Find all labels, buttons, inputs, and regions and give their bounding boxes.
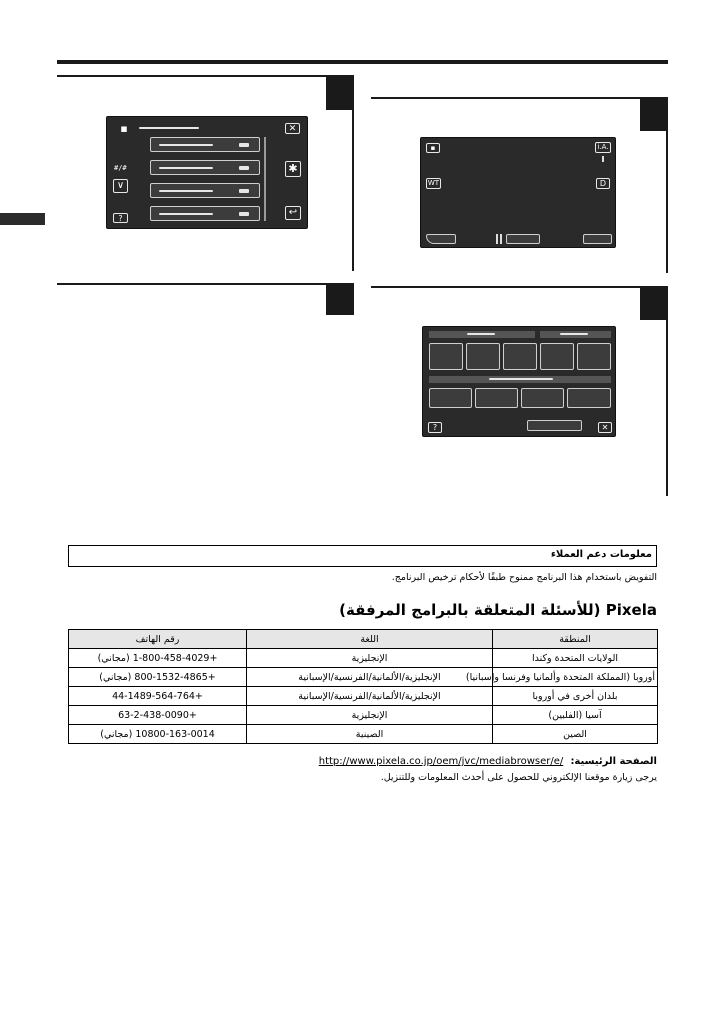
phone-cell: 10800-163-0014 (مجاني) [69, 725, 247, 744]
grid-button-9[interactable] [567, 388, 611, 408]
camera-icon: ▪ [120, 122, 128, 135]
region-cell: آسيا (الفلبين) [493, 706, 658, 725]
help-icon[interactable]: ? [113, 213, 128, 223]
grid-button-6[interactable] [429, 388, 472, 408]
language-cell: الإنجليزية [247, 706, 493, 725]
table-row [69, 649, 658, 668]
step-box-2-top [371, 97, 668, 99]
menu-scrollbar[interactable] [264, 137, 266, 221]
top-rule [57, 60, 668, 64]
phone-cell: +63-2-438-0090 [69, 706, 247, 725]
page-counter: #/# [114, 164, 127, 172]
left-arrow-button[interactable] [426, 234, 456, 244]
zoom-icon[interactable]: WT [427, 179, 440, 187]
pause-icon[interactable] [496, 234, 502, 244]
faq-heading: Pixela (للأسئلة المتعلقة بالبرامج المرفقة) [339, 601, 657, 619]
header-language: اللغة [247, 630, 493, 649]
grid-button-8[interactable] [521, 388, 564, 408]
region-cell: أوروبا (المملكة المتحدة وألمانيا وفرنسا وإسبانيا) [493, 668, 658, 687]
grid-header-left [429, 331, 535, 338]
table-header-row [69, 630, 658, 649]
visit-note: يرجى زيارة موقعنا الإلكتروني للحصول على أحدث المعلومات وللتنزيل. [380, 772, 657, 783]
center-button[interactable] [506, 234, 540, 244]
step-box-3-top [57, 283, 354, 285]
menu-item-1[interactable] [150, 137, 260, 152]
step-box-4-marker [640, 286, 668, 320]
help-icon[interactable]: ? [428, 422, 442, 433]
region-cell: الصين [493, 725, 658, 744]
ia-indicator [602, 156, 604, 162]
back-icon[interactable]: ↩ [285, 206, 301, 220]
homepage-label: الصفحة الرئيسية: [570, 756, 657, 767]
header-phone: رقم الهاتف [69, 630, 247, 649]
camera-mode-icon: ▪ [426, 143, 440, 153]
language-cell: الصينية [247, 725, 493, 744]
step-box-3-marker [326, 283, 354, 315]
license-note: التفويض باستخدام هذا البرنامج ممنوح طبقًا لأحكام ترخيص البرنامج. [391, 572, 657, 583]
support-table [68, 629, 658, 744]
grid-subheader [429, 376, 611, 383]
region-cell: الولايات المتحدة وكندا [493, 649, 658, 668]
language-cell: الإنجليزية/الألمانية/الفرنسية/الإسبانية [247, 668, 493, 687]
section-title: معلومات دعم العملاء [550, 549, 652, 560]
step-box-4-top [371, 286, 668, 288]
side-tab [0, 213, 45, 225]
grid-header-right [540, 331, 611, 338]
close-icon[interactable]: ✕ [598, 422, 612, 433]
table-row [69, 725, 658, 744]
chevron-down-icon[interactable]: ∨ [113, 179, 128, 193]
homepage-link[interactable]: http://www.pixela.co.jp/oem/jvc/mediabrowser/e/ [318, 756, 564, 767]
step-box-1-marker [326, 75, 354, 110]
section-title-box [68, 545, 657, 567]
menu-item-3[interactable] [150, 183, 260, 198]
phone-cell: +800-1532-4865 (مجاني) [69, 668, 247, 687]
table-row [69, 668, 658, 687]
grid-button-4[interactable] [540, 343, 574, 370]
header-region: المنطقة [493, 630, 658, 649]
ia-icon[interactable]: i.A. [595, 142, 611, 153]
grid-button-2[interactable] [466, 343, 500, 370]
close-icon[interactable]: ✕ [285, 123, 300, 134]
menu-title-label [139, 127, 199, 129]
phone-cell: +1-800-458-4029 (مجاني) [69, 649, 247, 668]
table-row [69, 706, 658, 725]
region-cell: بلدان أخرى في أوروبا [493, 687, 658, 706]
confirm-button[interactable] [527, 420, 582, 431]
selection-screen [422, 326, 616, 437]
menu-item-4[interactable] [150, 206, 260, 221]
recording-screen [420, 137, 616, 248]
d-icon[interactable]: D [596, 178, 610, 189]
grid-button-3[interactable] [503, 343, 537, 370]
menu-item-2[interactable] [150, 160, 260, 175]
step-box-2-marker [640, 97, 668, 131]
language-cell: الإنجليزية/الألمانية/الفرنسية/الإسبانية [247, 687, 493, 706]
gear-icon[interactable]: ✱ [285, 161, 301, 177]
language-cell: الإنجليزية [247, 649, 493, 668]
table-row [69, 687, 658, 706]
right-button[interactable] [583, 234, 612, 244]
homepage-line [319, 756, 657, 767]
grid-button-1[interactable] [429, 343, 463, 370]
menu-screen [106, 116, 308, 229]
grid-button-5[interactable] [577, 343, 611, 370]
phone-cell: +44-1489-564-764 [69, 687, 247, 706]
grid-button-7[interactable] [475, 388, 518, 408]
step-box-1-top [57, 75, 354, 77]
